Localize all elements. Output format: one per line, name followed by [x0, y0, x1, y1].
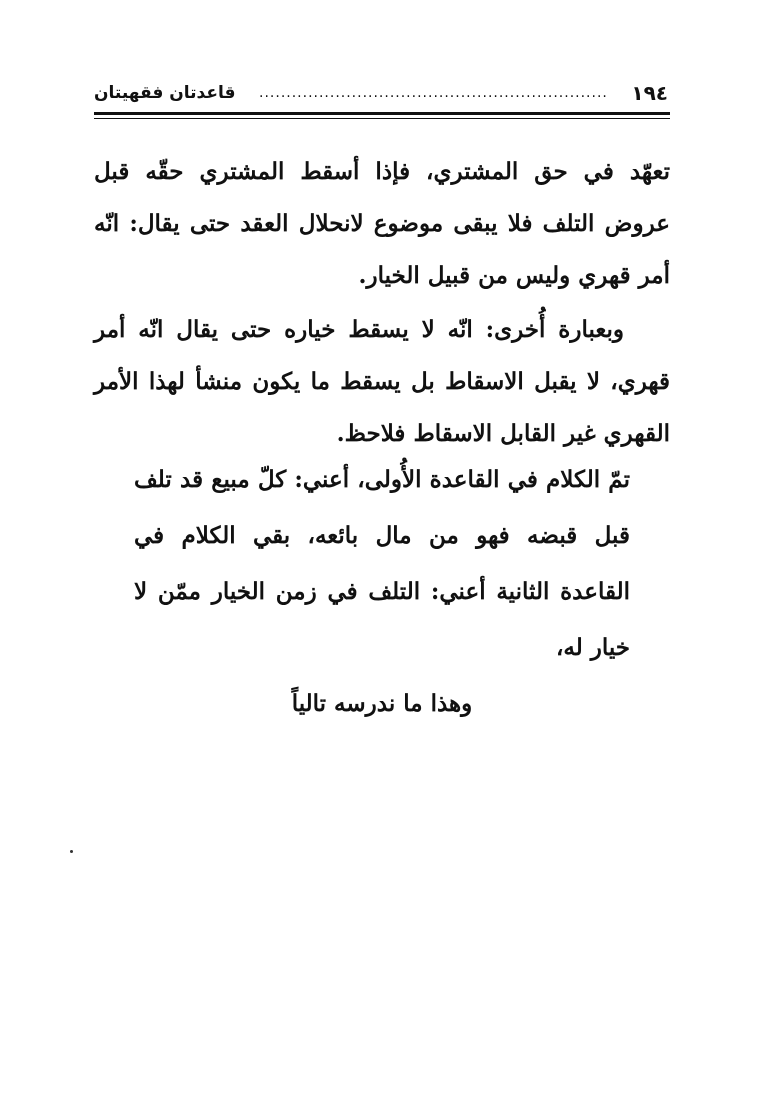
running-title: قاعدتان فقهيتان [94, 83, 236, 103]
paragraph-2: وبعبارة أُخرى: انّه لا يسقط خياره حتى يقال انّه أمر قهري، لا يقبل الاسقاط بل يسقط ما يكون منشأ لهذا الأمر القهري غير القابل الاسقاط فلاحظ. [94, 316, 670, 447]
header-dot-leader: ................................................................ [259, 85, 608, 101]
main-text [94, 146, 670, 462]
closing-note [134, 452, 630, 732]
header-rule-thin [94, 118, 670, 119]
scan-speck [70, 850, 73, 853]
page-number: ١٩٤ [631, 81, 668, 105]
header-rule-thick [94, 112, 670, 115]
closing-last-line: وهذا ما ندرسه تالياً [291, 690, 473, 717]
page-header [94, 70, 668, 104]
paragraph-1: تعهّد في حق المشتري، فإذا أسقط المشتري حقّه قبل عروض التلف فلا يبقى موضوع لانحلال العقد حتى يقال: انّه أمر قهري وليس من قبيل الخيار. [94, 158, 670, 289]
closing-text: تمّ الكلام في القاعدة الأُولى، أعني: كلّ مبيع قد تلف قبل قبضه فهو من مال بائعه، بقي الكلام في القاعدة الثانية أعني: التلف في زمن الخيار ممّن لا خيار له، [134, 466, 630, 661]
